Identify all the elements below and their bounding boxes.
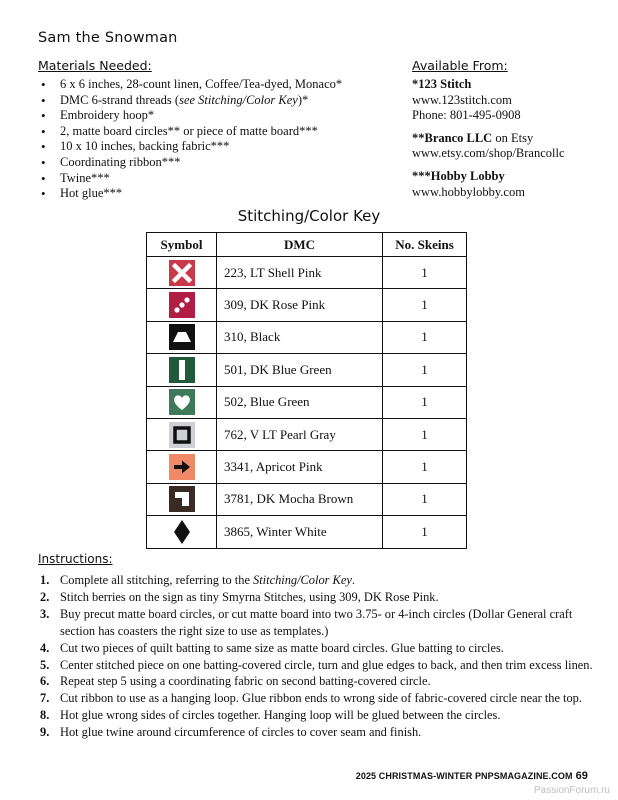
dmc-cell: 3781, DK Mocha Brown [217,483,383,515]
step-number: 1. [40,573,50,587]
table-row [147,386,467,418]
symbol-cell [147,289,217,321]
vendor-hobby-lobby: ***Hobby Lobby www.hobbylobby.com [412,169,612,200]
three-dots-icon [169,292,195,318]
table-header-row [147,233,467,257]
vendor-123stitch: *123 Stitch www.123stitch.com Phone: 801-495-0908 [412,77,612,124]
column-header: Symbol [147,233,217,257]
dmc-cell: 3865, Winter White [217,516,383,548]
color-key-table [146,232,467,549]
page-title: Sam the Snowman [38,30,178,46]
watermark: PassionForum.ru [533,785,610,796]
vendor-website[interactable]: www.hobbylobby.com [412,184,525,199]
skeins-cell: 1 [383,386,467,418]
available-from-heading: Available From: [412,58,508,73]
step-number: 7. [40,691,50,706]
step-number: 6. [40,674,50,689]
list-item: • Coordinating ribbon*** [38,155,398,171]
skeins-cell: 1 [383,321,467,353]
vendor-list [412,77,612,207]
dmc-cell: 762, V LT Pearl Gray [217,418,383,450]
symbol-cell [147,386,217,418]
instruction-step: 8. Hot glue wrong sides of circles together. Hanging loop will be glued between the circles. [40,708,501,723]
materials-heading: Materials Needed: [38,58,152,73]
instructions-list [38,572,598,741]
vendor-website[interactable]: www.123stitch.com [412,92,512,107]
step-number: 9. [40,725,50,740]
symbol-cell [147,483,217,515]
symbol-cell [147,354,217,386]
skeins-cell: 1 [383,516,467,548]
instruction-step: 9. Hot glue twine around circumference of circles to cover seam and finish. [40,725,422,740]
step-number: 2. [40,589,50,604]
vendor-phone: Phone: 801-495-0908 [412,108,521,123]
instruction-step: 7. Cut ribbon to use as a hanging loop. Glue ribbon ends to wrong side of fabric-covered circle near the top. [40,691,582,706]
color-key-title: Stitching/Color Key [237,207,381,225]
instructions-heading: Instructions: [38,552,113,566]
table-row [147,516,467,548]
corner-notch-icon [169,486,195,512]
symbol-cell [147,451,217,483]
symbol-cell [147,418,217,450]
diamond-icon [169,519,195,545]
list-item: • 6 x 6 inches, 28-count linen, Coffee/Tea-dyed, Monaco* [38,77,398,93]
dmc-cell: 502, Blue Green [217,386,383,418]
table-row [147,257,467,289]
right-arrow-icon [169,454,195,480]
hollow-square-icon [169,422,195,448]
heart-icon [169,389,195,415]
trapezoid-icon [169,324,195,350]
step-number: 3. [40,606,50,621]
instruction-step: 1. Complete all stitching, referring to the Stitching/Color Key. [40,573,355,587]
step-number: 5. [40,657,50,672]
step-number: 4. [40,640,50,655]
footer-text: 2025 CHRISTMAS-WINTER PNPSMAGAZINE.COM [355,771,573,781]
page-footer [356,770,588,782]
list-item: • DMC 6-strand threads (see Stitching/Color Key)* [38,93,398,109]
list-item: • 10 x 10 inches, backing fabric*** [38,139,398,155]
vendor-branco: **Branco LLC on Etsy www.etsy.com/shop/Brancollc [412,131,612,162]
table-row [147,483,467,515]
skeins-cell: 1 [383,418,467,450]
instruction-step: 2. Stitch berries on the sign as tiny Smyrna Stitches, using 309, DK Rose Pink. [40,589,439,604]
table-row [147,354,467,386]
dmc-cell: 3341, Apricot Pink [217,451,383,483]
table-row [147,451,467,483]
materials-list [38,77,398,202]
list-item: • Hot glue*** [38,186,398,202]
instruction-step: 4. Cut two pieces of quilt batting to same size as matte board circles. Glue batting to circles. [40,640,504,655]
symbol-cell [147,321,217,353]
skeins-cell: 1 [383,354,467,386]
dmc-cell: 501, DK Blue Green [217,354,383,386]
dmc-cell: 223, LT Shell Pink [217,257,383,289]
table-row [147,289,467,321]
step-number: 8. [40,708,50,723]
column-header: DMC [217,233,383,257]
skeins-cell: 1 [383,257,467,289]
skeins-cell: 1 [383,451,467,483]
table-row [147,418,467,450]
symbol-cell [147,516,217,548]
instruction-step: 3. Buy precut matte board circles, or cut matte board into two 3.75- or 4-inch circles (Dollar General craft section has coasters the right size to use as templates.) [40,606,573,638]
skeins-cell: 1 [383,289,467,321]
list-item: • Twine*** [38,171,398,187]
instruction-step: 6. Repeat step 5 using a coordinating fabric on second batting-covered circle. [40,674,431,689]
vertical-bar-icon [169,357,195,383]
page-number: 69 [575,770,588,782]
vendor-website[interactable]: www.etsy.com/shop/Brancollc [412,146,565,161]
dmc-cell: 309, DK Rose Pink [217,289,383,321]
symbol-cell [147,257,217,289]
list-item: • 2, matte board circles** or piece of matte board*** [38,124,398,140]
list-item: • Embroidery hoop* [38,108,398,124]
dmc-cell: 310, Black [217,321,383,353]
instruction-step: 5. Center stitched piece on one batting-covered circle, turn and glue edges to back, and then trim excess linen. [40,657,593,672]
column-header: No. Skeins [383,233,467,257]
skeins-cell: 1 [383,483,467,515]
x-cross-icon [169,260,195,286]
table-row [147,321,467,353]
